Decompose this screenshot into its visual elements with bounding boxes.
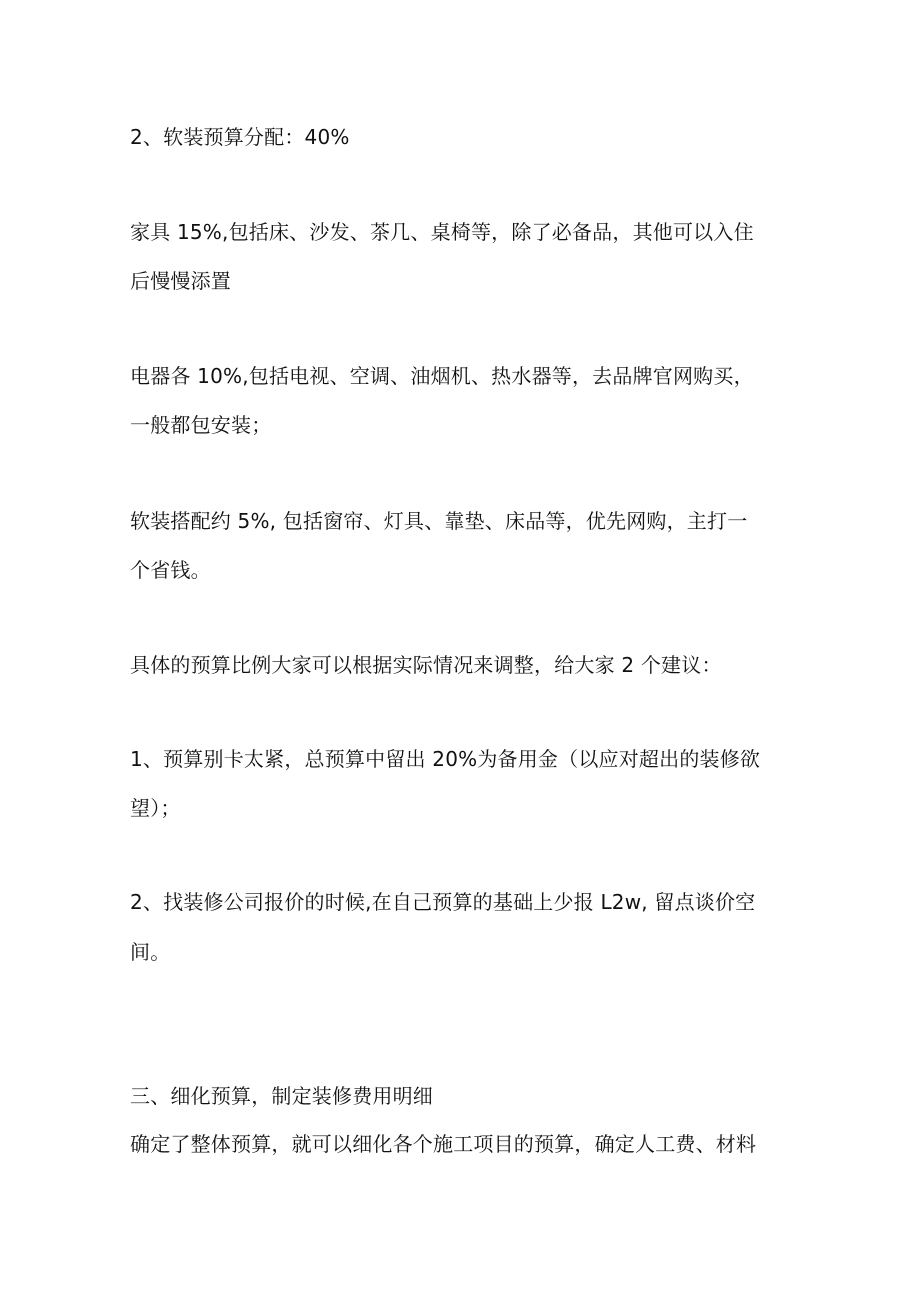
paragraph-soft-decoration-line-1: 软装搭配约 5%, 包括窗帘、灯具、靠垫、床品等，优先网购，主打一 — [130, 509, 748, 533]
paragraph-furniture-line-2: 后慢慢添置 — [130, 269, 231, 293]
advice-item-2-line-1: 2、找装修公司报价的时候,在自己预算的基础上少报 L2w, 留点谈价空 — [130, 890, 756, 914]
section-heading-detailed-budget: 三、细化预算，制定装修费用明细 — [130, 1084, 433, 1108]
paragraph-soft-decoration-line-2: 个省钱。 — [130, 558, 211, 582]
paragraph-furniture-line-1: 家具 15%,包括床、沙发、茶几、桌椅等，除了必备品，其他可以入住 — [130, 220, 754, 244]
paragraph-detailed-budget: 确定了整体预算，就可以细化各个施工项目的预算，确定人工费、材料 — [130, 1132, 757, 1156]
advice-item-1-line-1: 1、预算别卡太紧，总预算中留出 20%为备用金（以应对超出的装修欲 — [130, 747, 761, 771]
paragraph-appliances-line-2: 一般都包安装； — [130, 413, 272, 437]
paragraph-budget-advice: 具体的预算比例大家可以根据实际情况来调整，给大家 2 个建议： — [130, 653, 722, 677]
paragraph-appliances-line-1: 电器各 10%,包括电视、空调、油烟机、热水器等，去品牌官网购买， — [130, 364, 754, 388]
advice-item-2-line-2: 间。 — [130, 940, 171, 964]
section-heading-soft-budget: 2、软装预算分配：40% — [130, 125, 350, 149]
advice-item-1-line-2: 望）； — [130, 796, 181, 820]
